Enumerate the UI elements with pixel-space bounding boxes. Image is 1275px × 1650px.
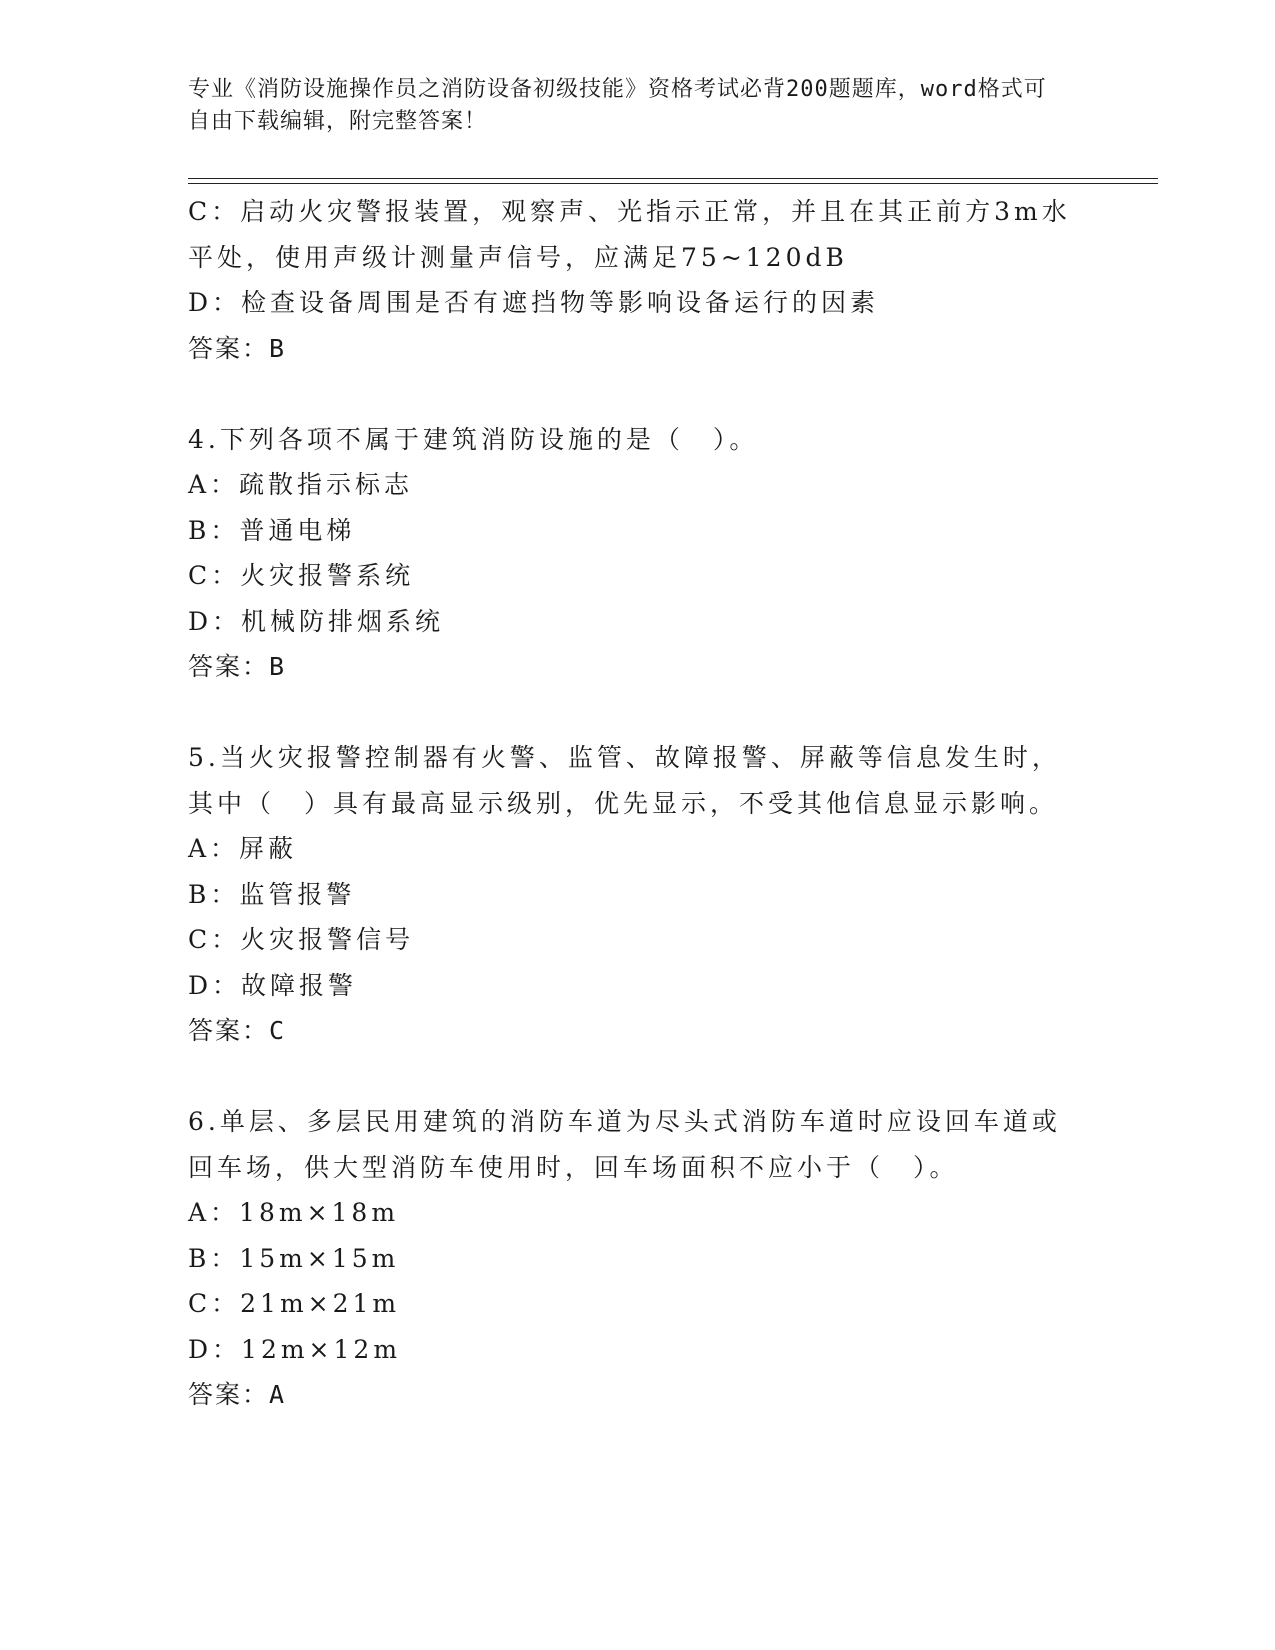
option-d: D：12m×12m [188, 1334, 402, 1364]
answer: 答案：A [188, 1380, 287, 1409]
question-stem: 4.下列各项不属于建筑消防设施的是（ ）。 [188, 424, 759, 454]
header-rule-top [188, 178, 1158, 179]
question-6 [188, 1099, 1088, 1418]
option-c: C：火灾报警系统 [188, 561, 415, 590]
option-c-continued: 平处，使用声级计测量声信号，应满足75~120dB [188, 242, 848, 272]
spacer [188, 371, 1088, 417]
option-d: D：机械防排烟系统 [188, 606, 445, 636]
option-b: B：15m×15m [188, 1243, 400, 1273]
answer: 答案：B [188, 652, 287, 681]
option-b: B：监管报警 [188, 879, 356, 909]
header-rule-bottom [188, 183, 1158, 184]
question-content [188, 189, 1088, 1418]
option-a: A：疏散指示标志 [188, 470, 414, 499]
answer: 答案：B [188, 333, 287, 363]
option-c: C：火灾报警信号 [188, 925, 415, 954]
option-d: D：检查设备周围是否有遮挡物等影响设备运行的因素 [188, 288, 880, 317]
question-5 [188, 735, 1088, 1054]
question-4 [188, 417, 1088, 690]
option-b: B：普通电梯 [188, 515, 356, 545]
question-stem: 6.单层、多层民用建筑的消防车道为尽头式消防车道时应设回车道或 [188, 1107, 1061, 1136]
option-c: C：启动火灾警报装置，观察声、光指示正常，并且在其正前方3m水 [188, 197, 1071, 226]
option-a: A：18m×18m [188, 1198, 400, 1227]
option-c: C：21m×21m [188, 1289, 401, 1318]
document-header: 专业《消防设施操作员之消防设备初级技能》资格考试必背200题题库，word格式可自由下载编辑，附完整答案！ [188, 77, 1047, 134]
option-d: D：故障报警 [188, 970, 358, 1000]
option-a: A：屏蔽 [188, 834, 298, 863]
question-stem: 5.当火灾报警控制器有火警、监管、故障报警、屏蔽等信息发生时， [188, 743, 1061, 772]
spacer [188, 1054, 1088, 1100]
spacer [188, 690, 1088, 736]
question-3-tail [188, 189, 1088, 371]
question-stem-continued: 回车场，供大型消防车使用时，回车场面积不应小于（ ）。 [188, 1152, 959, 1182]
question-stem-continued: 其中（ ）具有最高显示级别，优先显示，不受其他信息显示影响。 [188, 788, 1059, 818]
answer: 答案：C [188, 1016, 287, 1045]
